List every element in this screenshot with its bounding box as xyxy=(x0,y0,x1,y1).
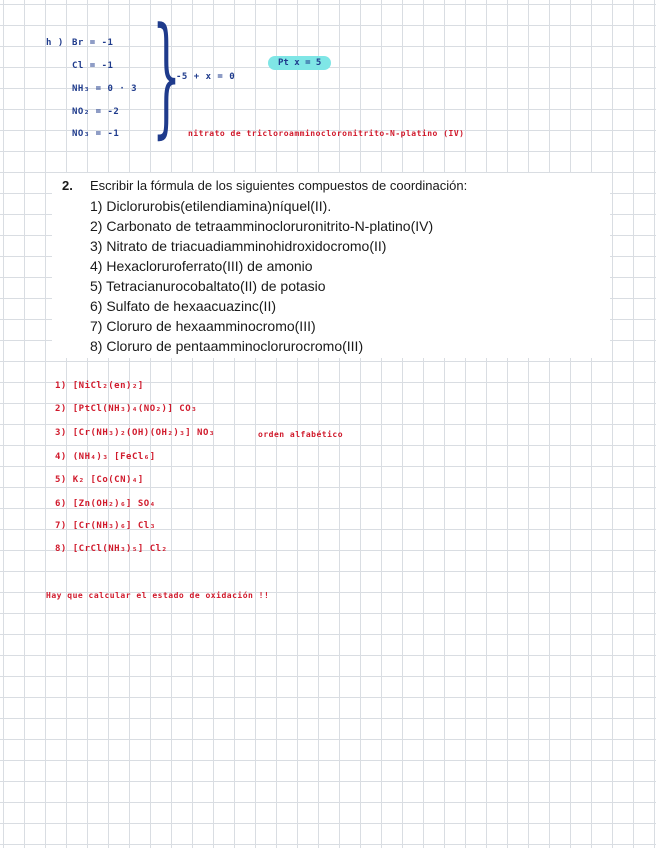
ligand-charge-line: NO₃ = -1 xyxy=(72,129,120,139)
answer-line: 7) [Cr(NH₃)₆] Cl₃ xyxy=(55,521,156,531)
footer-note: Hay que calcular el estado de oxidación !! xyxy=(46,591,270,600)
question-item: 3) Nitrato de triacuadiamminohidroxidocromo(II) xyxy=(90,238,387,254)
ligand-charge-line: Cl = -1 xyxy=(72,61,114,71)
question-item: 4) Hexacloruroferrato(III) de amonio xyxy=(90,258,313,274)
answer-line: 1) [NiCl₂(en)₂] xyxy=(55,381,144,391)
oxidation-result-highlight: Pt x = 5 xyxy=(268,56,331,70)
answer-line: 8) [CrCl(NH₃)₅] Cl₂ xyxy=(55,544,168,554)
answer-3-note: orden alfabético xyxy=(258,430,344,439)
question-item: 6) Sulfato de hexaacuazinc(II) xyxy=(90,298,276,314)
question-number: 2. xyxy=(62,178,73,193)
ligand-charge-line: NH₃ = 0 · 3 xyxy=(72,84,138,94)
question-item: 1) Diclorurobis(etilendiamina)níquel(II). xyxy=(90,198,332,214)
answer-line: 5) K₂ [Co(CN)₄] xyxy=(55,475,144,485)
answer-line: 3) [Cr(NH₃)₂(OH)(OH₂)₃] NO₃ xyxy=(55,428,215,438)
answer-line: 6) [Zn(OH₂)₆] SO₄ xyxy=(55,499,156,509)
curly-brace: } xyxy=(152,0,181,151)
charge-equation: -5 + x = 0 xyxy=(176,72,236,82)
ligand-charge-line: Br = -1 xyxy=(72,38,114,48)
compound-name-note: nitrato de tricloroamminocloronitrito-N-platino (IV) xyxy=(188,129,465,138)
question-item: 7) Cloruro de hexaamminocromo(III) xyxy=(90,318,316,334)
notes-label: h ) xyxy=(46,38,64,48)
answer-line: 2) [PtCl(NH₃)₄(NO₂)] CO₃ xyxy=(55,404,198,414)
answer-line: 4) (NH₄)₃ [FeCl₆] xyxy=(55,452,156,462)
question-item: 8) Cloruro de pentaamminoclorurocromo(III) xyxy=(90,338,364,354)
ligand-charge-line: NO₂ = -2 xyxy=(72,107,120,117)
question-item: 5) Tetracianurocobaltato(II) de potasio xyxy=(90,278,326,294)
question-item: 2) Carbonato de tetraamminocloruronitrito-N-platino(IV) xyxy=(90,218,434,234)
question-title: Escribir la fórmula de los siguientes compuestos de coordinación: xyxy=(90,178,468,193)
